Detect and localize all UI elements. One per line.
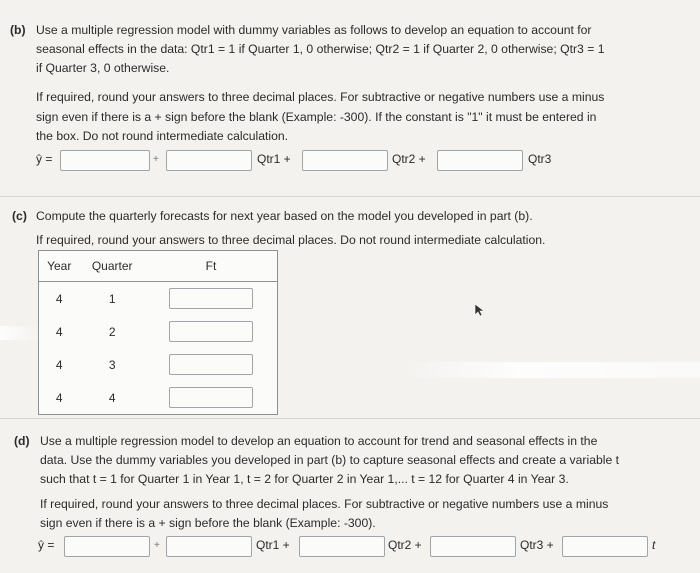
t-label-d: t — [652, 538, 656, 552]
part-d-text-3: such that t = 1 for Quarter 1 in Year 1, t = 2 for Quarter 2 in Year 1,... t = 12 for Quarter 4 in Year 3. — [40, 472, 569, 486]
year-cell: 4 — [55, 291, 63, 306]
part-d-label: (d) — [14, 434, 30, 448]
mouse-cursor-icon — [474, 303, 486, 317]
qtr2-coefficient-input-d[interactable] — [299, 536, 385, 557]
part-b-text-3: if Quarter 3, 0 otherwise. — [36, 61, 170, 75]
qtr3-label-d: Qtr3 + — [520, 538, 554, 552]
part-d-instruction-1: If required, round your answers to three decimal places. For subtractive or negative numbers use a minus — [40, 497, 609, 511]
forecast-input-q1[interactable] — [169, 288, 253, 309]
table-row — [39, 282, 278, 316]
qtr1-coefficient-input[interactable] — [166, 150, 252, 171]
part-b-text-1: Use a multiple regression model with dummy variables as follows to develop an equation to account for — [36, 23, 592, 37]
qtr3-label: Qtr3 — [528, 152, 552, 166]
plus-sign: + — [153, 154, 159, 165]
year-cell: 4 — [55, 357, 63, 372]
part-c-text-2: If required, round your answers to three decimal places. Do not round intermediate calculation. — [36, 233, 546, 247]
part-b-instruction-2: sign even if there is a + sign before the blank (Example: -300). If the constant is "1" it must be entered in — [36, 110, 597, 124]
quarter-cell: 2 — [108, 324, 116, 339]
yhat-label-d: ŷ = — [38, 538, 55, 552]
constant-input[interactable] — [60, 150, 150, 171]
forecast-input-q2[interactable] — [169, 321, 253, 342]
quarter-cell: 1 — [108, 291, 116, 306]
year-cell: 4 — [55, 390, 63, 405]
part-b-instruction-3: the box. Do not round intermediate calculation. — [36, 129, 289, 143]
qtr3-coefficient-input[interactable] — [437, 150, 523, 171]
quarter-header: Quarter — [79, 251, 144, 282]
year-cell: 4 — [55, 324, 63, 339]
quarter-cell: 4 — [108, 390, 116, 405]
part-d-text-2: data. Use the dummy variables you developed in part (b) to capture seasonal effects and create a variable t — [40, 453, 620, 467]
qtr3-coefficient-input-d[interactable] — [430, 536, 516, 557]
plus-sign-d: + — [154, 540, 160, 551]
year-header: Year — [39, 251, 80, 282]
t-coefficient-input-d[interactable] — [562, 536, 648, 557]
qtr1-label-d: Qtr1 + — [256, 538, 290, 552]
screen-glare-left — [0, 326, 40, 340]
forecast-table — [38, 250, 278, 415]
table-row — [39, 315, 278, 348]
part-b-label: (b) — [10, 23, 26, 37]
qtr2-coefficient-input[interactable] — [302, 150, 388, 171]
part-c-label: (c) — [12, 209, 27, 223]
qtr1-label: Qtr1 + — [257, 152, 291, 166]
yhat-label: ŷ = — [36, 152, 53, 166]
table-row — [39, 381, 278, 415]
screen-glare — [400, 362, 700, 378]
qtr1-coefficient-input-d[interactable] — [166, 536, 252, 557]
table-header-row — [39, 251, 278, 282]
qtr2-label-d: Qtr2 + — [388, 538, 422, 552]
qtr2-label: Qtr2 + — [392, 152, 426, 166]
ft-header: Ft — [145, 251, 278, 282]
part-d-text-1: Use a multiple regression model to develop an equation to account for trend and seasonal effects in the — [40, 434, 598, 448]
part-b-text-2: seasonal effects in the data: Qtr1 = 1 if Quarter 1, 0 otherwise; Qtr2 = 1 if Quarter 2, 0 otherwise; Qtr3 = 1 — [36, 42, 605, 56]
part-c-text-1: Compute the quarterly forecasts for next year based on the model you developed in part (b). — [36, 209, 533, 223]
constant-input-d[interactable] — [64, 536, 150, 557]
part-d-instruction-2: sign even if there is a + sign before the blank (Example: -300). — [40, 516, 376, 530]
forecast-input-q3[interactable] — [169, 354, 253, 375]
forecast-input-q4[interactable] — [169, 387, 253, 408]
quarter-cell: 3 — [108, 357, 116, 372]
table-row — [39, 348, 278, 381]
part-b-section — [0, 0, 700, 196]
part-b-instruction-1: If required, round your answers to three decimal places. For subtractive or negative numbers use a minus — [36, 90, 605, 104]
